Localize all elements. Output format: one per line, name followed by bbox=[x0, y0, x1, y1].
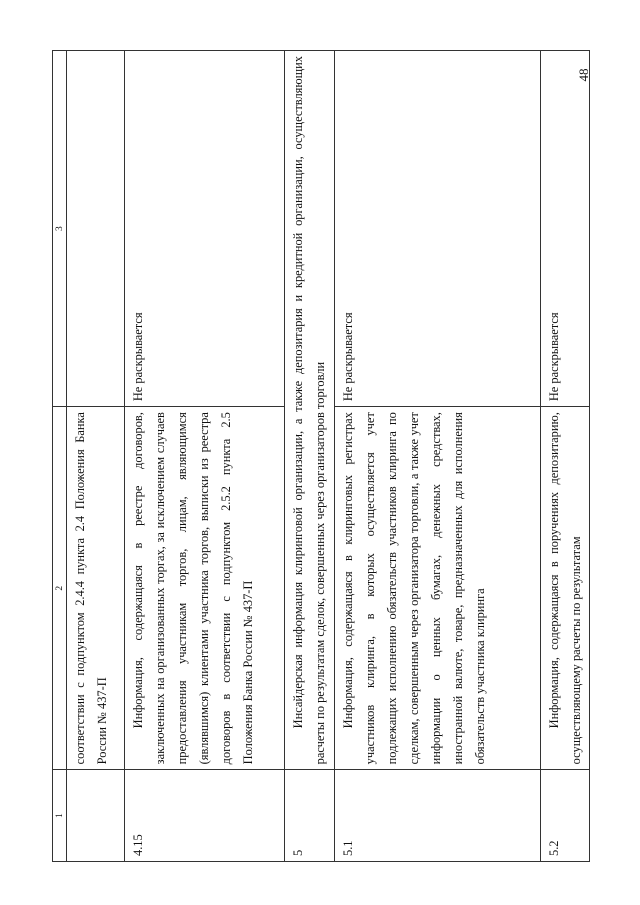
header-col-3: 3 bbox=[53, 51, 67, 407]
table-row bbox=[541, 51, 590, 862]
row-number: 5 bbox=[285, 770, 335, 862]
header-col-1: 1 bbox=[53, 770, 67, 862]
row-disclosure: Не раскрывается bbox=[125, 51, 285, 407]
row-text: Информация, содержащаяся в реестре договоров, заключенных на организованных торгах, за исключением случаев предоставления участникам торгов, лицам, являющимся (являвшимся) клиентами участника торгов, выписки из реестра договоров в соответствии с подпунктом 2.5.2 пункта 2.5 Положения Банка России № 437-П bbox=[125, 407, 285, 770]
row-text: Информация, содержащаяся в клиринговых регистрах участников клиринга, в которых осуществляется учет подлежащих исполнению обязательств участников клиринга по сделкам, совершенным через организатора торговли, а также учет информации о ценных бумагах, денежных средствах, иностранной валюте, товаре, предназначенных для исполнения обязательств участника клиринга bbox=[335, 407, 541, 770]
table-header-row bbox=[53, 51, 67, 862]
row-disclosure: Не раскрывается bbox=[335, 51, 541, 407]
document-table bbox=[52, 50, 590, 862]
table-row-continuation bbox=[67, 51, 125, 862]
row-number: 5.1 bbox=[335, 770, 541, 862]
disclosure-cell bbox=[67, 51, 125, 407]
row-disclosure: Не раскрывается bbox=[541, 51, 590, 407]
continuation-text: соответствии с подпунктом 2.4.4 пункта 2.4 Положения Банка России № 437-П bbox=[67, 407, 125, 770]
row-number: 5.2 bbox=[541, 770, 590, 862]
section-heading-text: Инсайдерская информация клиринговой организации, а также депозитария и кредитной организации, осуществляющих расчеты по результатам сделок, совершенных через организаторов торговли bbox=[285, 51, 335, 770]
table-row bbox=[125, 51, 285, 862]
rotated-table-container bbox=[52, 50, 583, 862]
table-row-section bbox=[285, 51, 335, 862]
row-number-cell bbox=[67, 770, 125, 862]
page-number: 48 bbox=[576, 68, 591, 82]
table-row bbox=[335, 51, 541, 862]
row-number: 4.15 bbox=[125, 770, 285, 862]
header-col-2: 2 bbox=[53, 407, 67, 770]
row-text: Информация, содержащаяся в поручениях депозитарию, осуществляющему расчеты по результатам bbox=[541, 407, 590, 770]
